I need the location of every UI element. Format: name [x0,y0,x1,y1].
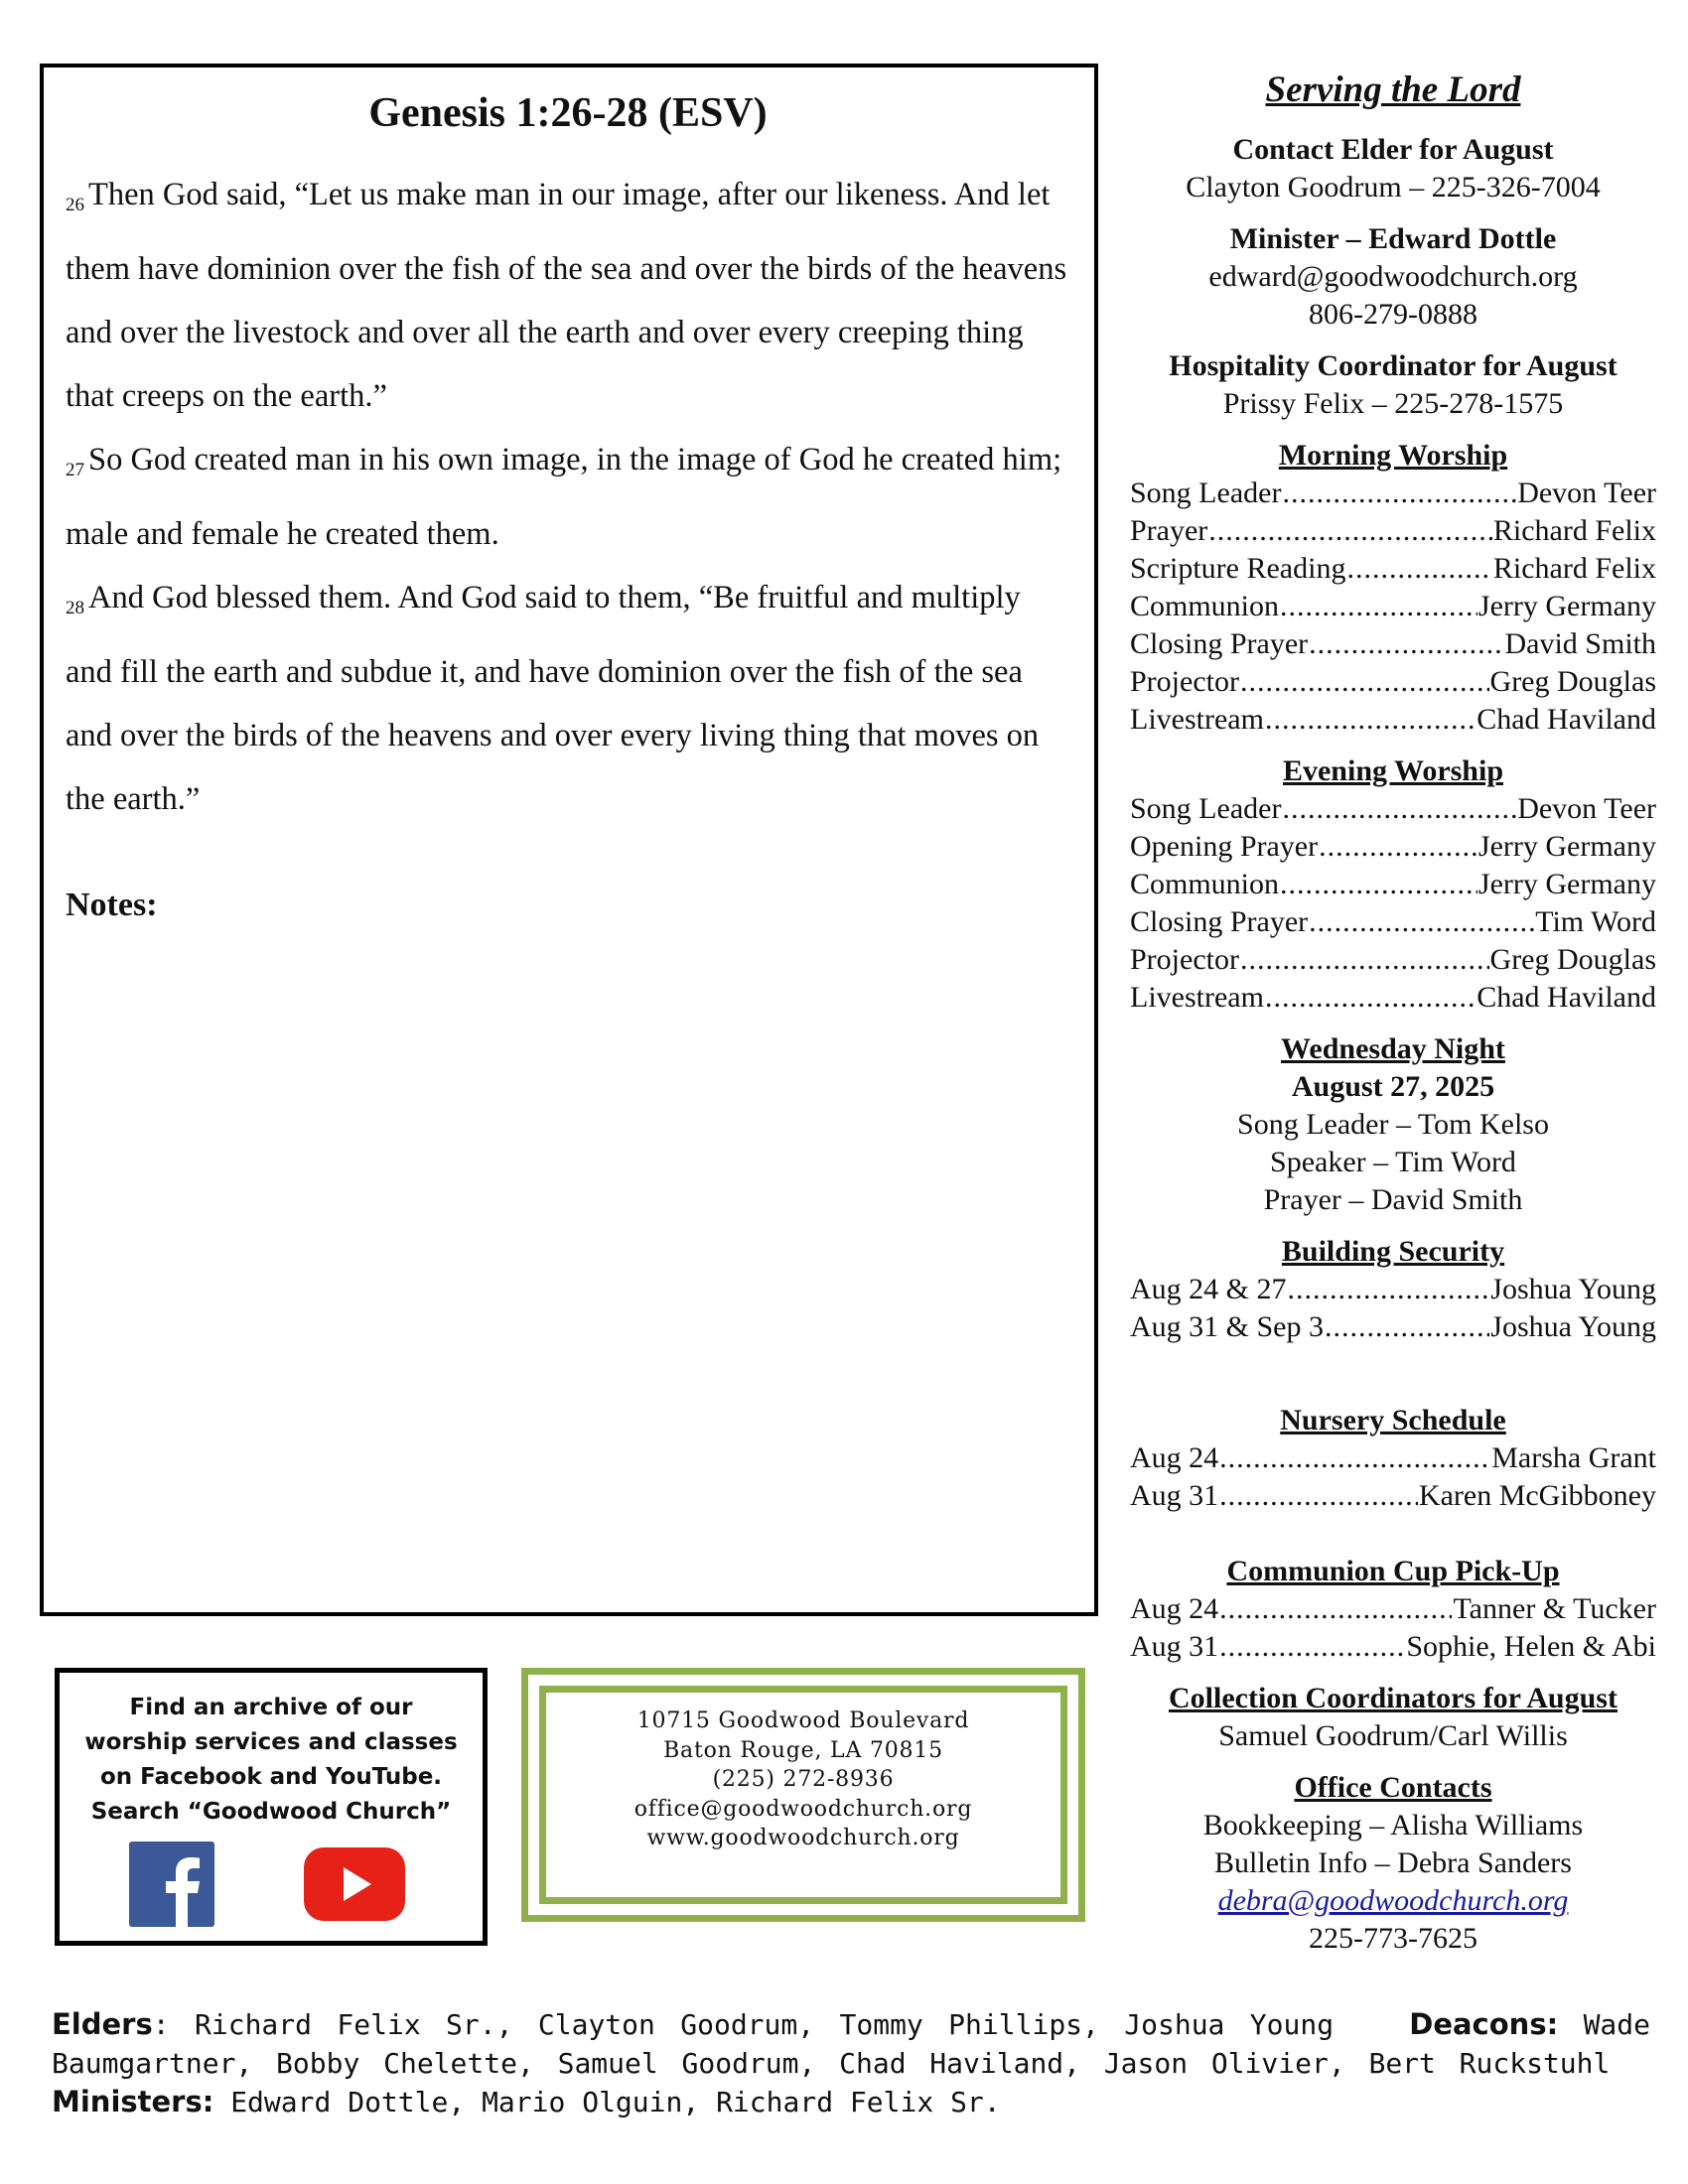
schedule-row [1130,1439,1656,1477]
social-text [60,1691,483,1830]
contact-elder-heading: Contact Elder for August [1232,133,1554,166]
schedule-row [1130,625,1656,663]
person: Greg Douglas [1489,943,1656,976]
person: Devon Teer [1517,792,1656,825]
office-email-link[interactable]: debra@goodwoodchurch.org [1217,1884,1569,1917]
serving-title: Serving the Lord [1265,69,1521,110]
role: Communion [1130,868,1280,900]
evening-worship-heading: Evening Worship [1282,754,1504,787]
deacons-label: Deacons: [1409,2007,1559,2041]
person: Chad Haviland [1477,981,1656,1014]
verse-26 [66,163,1070,428]
person: Jerry Germany [1477,590,1656,622]
office-line: Bookkeeping – Alisha Williams [1202,1809,1584,1842]
role: Song Leader [1130,792,1282,825]
person: David Smith [1504,627,1656,660]
schedule-row [1130,512,1656,550]
schedule-row [1130,903,1656,941]
scripture-title: Genesis 1:26-28 (ESV) [368,90,768,136]
minister-email[interactable]: edward@goodwoodchurch.org [1208,260,1578,293]
verse-text: Then God said, “Let us make man in our image, after our likeness. And let them have dominion over the fish of the sea and over the birds of the heavens and over the livestock and over all the earth and over every creeping thing that creeps on the earth.” [66,177,1067,414]
person: Richard Felix [1492,514,1656,547]
role: Aug 31 & Sep 3 [1130,1310,1324,1343]
role: Closing Prayer [1130,627,1309,660]
social-media-box [55,1668,488,1946]
schedule-row [1130,941,1656,979]
notes-label: Notes: [66,887,158,923]
verse-27 [66,428,1070,566]
verse-text: And God blessed them. And God said to them, “Be fruitful and multiply and fill the earth and subdue it, and have dominion over the fish of the sea and over the birds of the heavens and over every living thing that moves on the earth.” [66,580,1040,817]
role: Livestream [1130,703,1264,736]
role: Aug 24 & 27 [1130,1273,1287,1305]
social-line: Find an archive of our [129,1695,413,1720]
elders-list: Richard Felix Sr., Clayton Goodrum, Tommy Phillips, Joshua Young [195,2008,1335,2041]
address-inner [539,1686,1067,1904]
schedule-row [1130,866,1656,903]
person: Karen McGibboney [1418,1479,1656,1512]
ministers-list: Edward Dottle, Mario Olguin, Richard Felix Sr. [230,2086,1001,2118]
role: Closing Prayer [1130,905,1309,938]
role: Aug 24 [1130,1441,1219,1474]
role: Opening Prayer [1130,830,1319,863]
verse-28 [66,566,1070,831]
person: Greg Douglas [1489,665,1656,698]
schedule-row [1130,663,1656,701]
leadership-footer: Elders: Richard Felix Sr., Clayton Goodrum, Tommy Phillips, Joshua Young Deacons: Wade Baumgartner, Bobby Chelette, Samuel Goodrum, Chad Haviland, Jason Olivier, Bert Ruckstuhl Ministers: Edward Dottle, Mario Olguin, Richard Felix Sr. [52,2007,1651,2118]
street-address: 10715 Goodwood Boulevard [636,1708,970,1733]
person: Chad Haviland [1477,703,1656,736]
building-security-heading: Building Security [1281,1235,1505,1268]
person: Joshua Young [1490,1310,1656,1343]
role: Scripture Reading [1130,552,1346,585]
schedule-row [1130,550,1656,588]
role: Song Leader [1130,477,1282,509]
office-phone: 225-773-7625 [1309,1922,1477,1955]
office-phone: (225) 272-8936 [712,1767,895,1792]
person: Jerry Germany [1477,868,1656,900]
role: Communion [1130,590,1280,622]
verse-number: 26 [66,195,84,215]
person: Devon Teer [1517,477,1656,509]
youtube-icon[interactable] [304,1847,405,1921]
role: Prayer [1130,514,1208,547]
morning-worship-heading: Morning Worship [1278,439,1508,472]
collection-heading: Collection Coordinators for August [1169,1682,1618,1714]
person: Marsha Grant [1491,1441,1656,1474]
schedule-row [1130,701,1656,739]
office-email[interactable]: office@goodwoodchurch.org [633,1796,973,1822]
person: Tanner & Tucker [1453,1592,1656,1625]
schedule-row [1130,1477,1656,1515]
verse-text: So God created man in his own image, in the image of God he created him; male and female he created them. [66,442,1062,552]
schedule-row [1130,475,1656,512]
contact-elder-value: Clayton Goodrum – 225-326-7004 [1186,171,1601,204]
social-line: Search “Goodwood Church” [90,1799,452,1825]
schedule-row [1130,1271,1656,1308]
office-email-wrap [1130,1882,1656,1920]
schedule-row [1130,588,1656,625]
schedule-row [1130,979,1656,1017]
person: Joshua Young [1490,1273,1656,1305]
person: Jerry Germany [1477,830,1656,863]
verse-number: 28 [66,598,84,618]
collection-value: Samuel Goodrum/Carl Willis [1218,1719,1568,1752]
role: Livestream [1130,981,1264,1014]
hospitality-heading: Hospitality Coordinator for August [1169,349,1618,382]
schedule-row [1130,828,1656,866]
scripture-box [40,64,1098,1616]
elders-label: Elders [52,2007,153,2041]
ministers-label: Ministers: [52,2085,214,2118]
minister-phone: 806-279-0888 [1309,298,1477,331]
facebook-icon[interactable] [129,1842,214,1927]
wednesday-line: Speaker – Tim Word [1270,1146,1516,1178]
office-contacts-heading: Office Contacts [1294,1771,1492,1804]
schedule-row [1130,790,1656,828]
role: Aug 31 [1130,1479,1219,1512]
schedule-row [1130,1590,1656,1628]
website-link[interactable]: www.goodwoodchurch.org [646,1826,960,1850]
role: Projector [1130,665,1239,698]
social-line: on Facebook and YouTube. [99,1764,443,1790]
wednesday-date: August 27, 2025 [1291,1070,1495,1103]
role: Projector [1130,943,1239,976]
nursery-schedule-heading: Nursery Schedule [1280,1404,1506,1436]
deacons-list: Wade Baumgartner, Bobby Chelette, Samuel Goodrum, Chad Haviland, Jason Olivier, Bert Ruckstuhl [52,2008,1651,2080]
schedule-row [1130,1308,1656,1346]
role: Aug 31 [1130,1630,1219,1663]
city-state-zip: Baton Rouge, LA 70815 [663,1737,943,1763]
hospitality-value: Prissy Felix – 225-278-1575 [1222,387,1564,420]
wednesday-line: Song Leader – Tom Kelso [1237,1108,1549,1141]
verse-number: 27 [66,460,84,480]
wednesday-line: Prayer – David Smith [1263,1183,1523,1216]
person: Tim Word [1535,905,1656,938]
social-line: worship services and classes [84,1729,458,1755]
minister-heading: Minister – Edward Dottle [1229,222,1557,255]
schedule-row [1130,1628,1656,1666]
serving-column [1130,66,1656,1958]
office-line: Bulletin Info – Debra Sanders [1214,1846,1572,1879]
address-box [521,1668,1085,1922]
person: Richard Felix [1492,552,1656,585]
role: Aug 24 [1130,1592,1219,1625]
wednesday-night-heading: Wednesday Night [1281,1032,1505,1065]
communion-cup-heading: Communion Cup Pick-Up [1226,1555,1560,1587]
person: Sophie, Helen & Abi [1406,1630,1656,1663]
